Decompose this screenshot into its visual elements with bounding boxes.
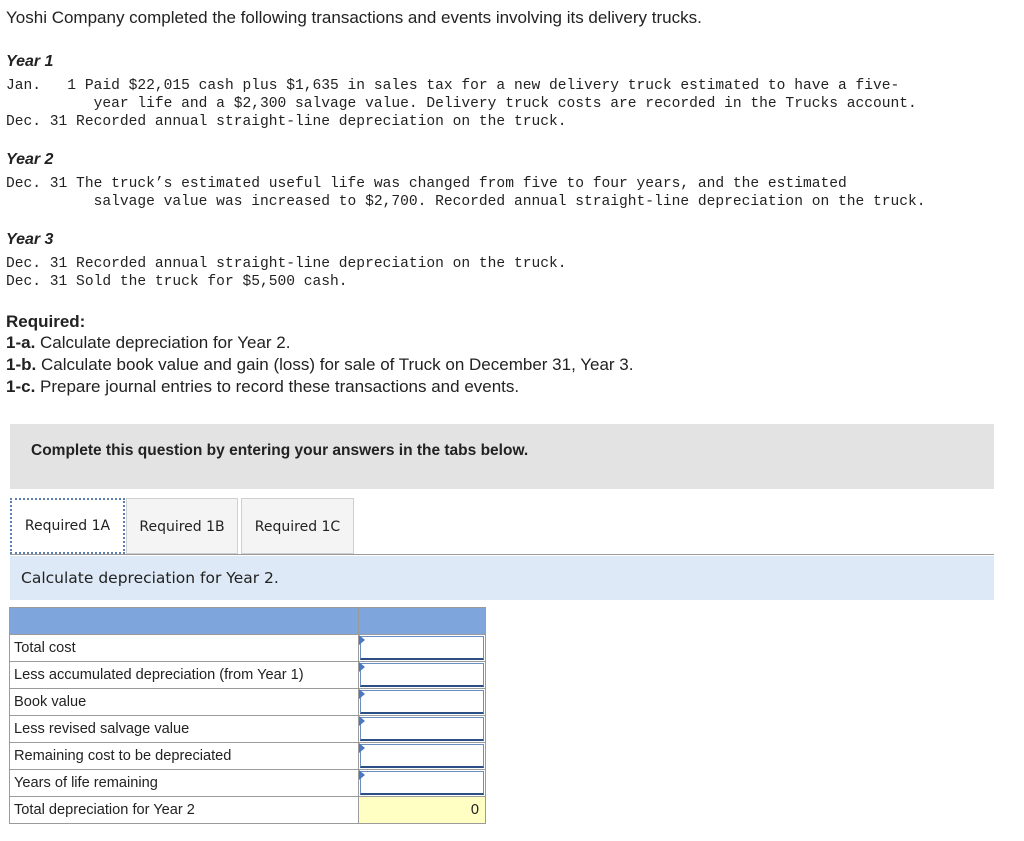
row-label: Years of life remaining: [10, 770, 359, 797]
year-1-line-1: Jan. 1 Paid $22,015 cash plus $1,635 in sales tax for a new delivery truck estimated to have a five-: [6, 78, 900, 94]
revised-salvage-input[interactable]: [359, 716, 486, 743]
table-row: [10, 770, 486, 797]
tab-required-1c[interactable]: Required 1C: [241, 498, 354, 554]
tab-required-1a[interactable]: Required 1A: [10, 498, 125, 554]
remaining-cost-input[interactable]: [359, 743, 486, 770]
input-marker-icon: [359, 635, 365, 645]
required-text: Prepare journal entries to record these transactions and events.: [35, 377, 520, 396]
year-2-line-1: Dec. 31 The truck’s estimated useful life was changed from five to four years, and the estimated: [6, 176, 847, 192]
year-3-title: Year 3: [6, 231, 54, 248]
instruction-banner: [10, 424, 994, 489]
tab-required-1b[interactable]: Required 1B: [126, 498, 238, 554]
input-marker-icon: [359, 689, 365, 699]
row-label: Remaining cost to be depreciated: [10, 743, 359, 770]
year-2-title: Year 2: [6, 151, 54, 168]
required-tag: 1-a.: [6, 333, 36, 352]
input-box[interactable]: [360, 690, 484, 714]
required-item-1b: [6, 355, 633, 375]
tab-divider: [10, 554, 994, 555]
year-1-title: Year 1: [6, 53, 54, 70]
panel-title: Calculate depreciation for Year 2.: [21, 569, 279, 587]
table-header-row: [10, 608, 486, 635]
intro-text: Yoshi Company completed the following transactions and events involving its delivery trucks.: [6, 8, 702, 27]
required-heading: Required:: [6, 312, 86, 331]
input-box[interactable]: [360, 744, 484, 768]
required-text: Calculate depreciation for Year 2.: [35, 333, 291, 352]
table-header-label: [10, 608, 359, 635]
row-label: Less accumulated depreciation (from Year 1): [10, 662, 359, 689]
input-marker-icon: [359, 716, 365, 726]
input-marker-icon: [359, 743, 365, 753]
required-tag: 1-c.: [6, 377, 36, 396]
input-marker-icon: [359, 770, 365, 780]
input-box[interactable]: [360, 717, 484, 741]
input-box[interactable]: [360, 663, 484, 687]
year-1-line-2: year life and a $2,300 salvage value. Delivery truck costs are recorded in the Trucks account.: [6, 96, 917, 112]
required-tag: 1-b.: [6, 355, 37, 374]
table-row: [10, 635, 486, 662]
year-1-line-3: Dec. 31 Recorded annual straight-line depreciation on the truck.: [6, 114, 567, 130]
table-row: [10, 743, 486, 770]
row-label: Less revised salvage value: [10, 716, 359, 743]
input-box[interactable]: [360, 636, 484, 660]
input-marker-icon: [359, 662, 365, 672]
year-2-line-2: salvage value was increased to $2,700. Recorded annual straight-line depreciation on the truck.: [6, 194, 926, 210]
year-3-line-1: Dec. 31 Recorded annual straight-line depreciation on the truck.: [6, 256, 567, 272]
table-row: [10, 797, 486, 824]
book-value-input[interactable]: [359, 689, 486, 716]
row-label: Book value: [10, 689, 359, 716]
required-item-1a: [6, 333, 290, 353]
input-box[interactable]: [360, 771, 484, 795]
table-row: [10, 716, 486, 743]
table-row: [10, 662, 486, 689]
accumulated-depreciation-input[interactable]: [359, 662, 486, 689]
years-remaining-input[interactable]: [359, 770, 486, 797]
total-depreciation-value: 0: [359, 797, 486, 824]
table-header-value: [359, 608, 486, 635]
row-label: Total cost: [10, 635, 359, 662]
table-row: [10, 689, 486, 716]
banner-text: Complete this question by entering your answers in the tabs below.: [31, 442, 529, 459]
row-label: Total depreciation for Year 2: [10, 797, 359, 824]
panel-header: [10, 556, 994, 600]
required-text: Calculate book value and gain (loss) for sale of Truck on December 31, Year 3.: [36, 355, 634, 374]
year-3-line-2: Dec. 31 Sold the truck for $5,500 cash.: [6, 274, 348, 290]
total-cost-input[interactable]: [359, 635, 486, 662]
required-item-1c: [6, 377, 519, 397]
depreciation-table: [9, 607, 486, 824]
